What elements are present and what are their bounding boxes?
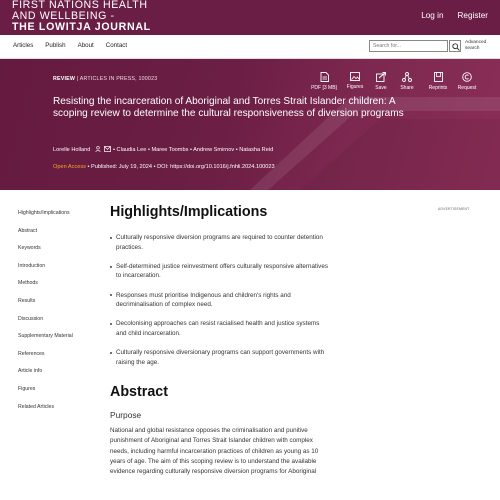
request-label: Request [457, 85, 477, 91]
advertisement-label: ADVERTISEMENT [438, 207, 470, 211]
outline-methods[interactable]: Methods [18, 280, 38, 287]
publication-info [53, 164, 275, 170]
published-date: Published: July 19, 2024 [91, 164, 152, 170]
outline-references[interactable]: References [18, 350, 45, 357]
advanced-search-line2: search [465, 45, 480, 51]
article-outline [18, 210, 98, 421]
pdf-button[interactable] [306, 72, 342, 91]
outline-abstract[interactable]: Abstract [18, 227, 38, 234]
reprints-button[interactable] [420, 72, 456, 91]
share-button[interactable] [394, 72, 420, 91]
reprints-label: Reprints [428, 85, 448, 91]
nav-contact[interactable]: Contact [105, 42, 128, 49]
search-icon [452, 43, 460, 51]
journal-name-line2: AND WELLBEING - [12, 10, 115, 22]
nav-publish[interactable]: Publish [45, 42, 66, 49]
figures-label: Figures [346, 84, 364, 90]
advanced-search-link[interactable] [465, 40, 486, 51]
article-type-line [53, 76, 157, 82]
author-separator-dot: • [235, 147, 240, 153]
figures-icon [350, 72, 360, 81]
highlight-item: Responses must prioritise Indigenous and children's rights and decriminalisation of complex need. [110, 291, 330, 310]
outline-related-articles[interactable]: Related Articles [18, 403, 55, 410]
outline-results[interactable]: Results [18, 297, 36, 304]
email-icon[interactable] [104, 146, 111, 152]
author-list [53, 146, 273, 153]
highlight-item: Self-determined justice reinvestment offers culturally responsive alternatives to incarceration. [110, 262, 330, 281]
reprints-icon [434, 72, 443, 82]
author-separator-dot: • [147, 147, 152, 153]
advanced-search-line1: Advanced [465, 40, 487, 45]
article-body [110, 204, 330, 477]
outline-discussion[interactable]: Discussion [18, 315, 44, 322]
highlights-list [110, 233, 330, 367]
pub-separator-dot: • [87, 164, 92, 170]
nav-about[interactable]: About [77, 42, 94, 49]
author-name[interactable]: Andrew Smirnov [193, 147, 235, 153]
outline-introduction[interactable]: Introduction [18, 262, 46, 269]
article-actions [306, 72, 478, 91]
main-nav [0, 35, 500, 59]
pub-separator-dot: • [153, 164, 158, 170]
register-link[interactable]: Register [457, 11, 488, 20]
author-name[interactable]: Lorelle Holland [53, 147, 91, 153]
outline-supplementary[interactable]: Supplementary Material [18, 333, 73, 340]
outline-article-info[interactable]: Article info [18, 368, 43, 375]
outline-figures[interactable]: Figures [18, 385, 36, 392]
search-input[interactable]: Search for... [369, 40, 448, 52]
article-title: Resisting the incarceration of Aboriginal and Torres Strait Islander children: A scoping review to determine the cultural responsiveness of diversion programs [53, 96, 404, 120]
author-name[interactable]: Natasha Reid [239, 147, 274, 153]
highlights-heading: Highlights/Implications [110, 204, 268, 220]
highlight-item: Culturally responsive diversion programs are required to counter detention practices. [110, 233, 330, 252]
person-icon[interactable] [95, 146, 101, 152]
outline-keywords[interactable]: Keywords [18, 245, 41, 252]
highlight-item: Decolonising approaches can resist racialised health and justice systems and child incarceration. [110, 319, 330, 338]
nav-articles[interactable]: Articles [13, 42, 34, 49]
abstract-heading: Abstract [110, 384, 168, 401]
login-link[interactable]: Log in [421, 11, 444, 20]
separator: | [76, 76, 80, 82]
open-access-badge: Open Access [53, 164, 86, 170]
doi-link[interactable]: DOI: https://doi.org/10.1016/j.fnhli.2024.100023 [157, 164, 275, 170]
article-type: REVIEW [53, 76, 76, 82]
author-separator-dot: • [189, 147, 194, 153]
highlight-item: Culturally responsive diversionary programs can support governments with raising the age. [110, 348, 330, 367]
journal-name-line1: FIRST NATIONS HEALTH [12, 0, 148, 11]
journal-logo[interactable] [12, 0, 151, 33]
article-hero [0, 59, 500, 190]
abstract-text: National and global resistance opposes the criminalisation and punitive punishment of Aboriginal and Torres Strait Islander children with complex needs, including harmful incarceration practices of children as young as 10 years of age. The aim of this scoping review is to understand the available evidence regarding culturally responsive diversion programs for Aboriginal [110, 427, 319, 475]
pdf-icon [320, 72, 329, 82]
figures-button[interactable] [342, 72, 368, 91]
purpose-heading: Purpose [110, 410, 142, 421]
request-button[interactable] [456, 72, 478, 91]
outline-highlights[interactable]: Highlights/Implications [18, 210, 70, 216]
request-icon [462, 72, 472, 82]
author-name[interactable]: Maree Toombs [151, 147, 189, 153]
share-label: Share [400, 85, 414, 91]
search-button[interactable] [449, 40, 461, 52]
pdf-label: PDF [3 MB] [311, 85, 337, 91]
author-separator-dot: • [113, 147, 117, 153]
share-icon [402, 72, 412, 82]
journal-name-line3: THE LOWITJA JOURNAL [12, 21, 151, 33]
save-button[interactable] [368, 72, 394, 91]
journal-header [0, 0, 500, 35]
save-label: Save [375, 85, 387, 91]
author-name[interactable]: Claudia Lee [116, 147, 147, 153]
save-icon [376, 72, 386, 82]
article-status: ARTICLES IN PRESS, 100023 [79, 76, 158, 82]
